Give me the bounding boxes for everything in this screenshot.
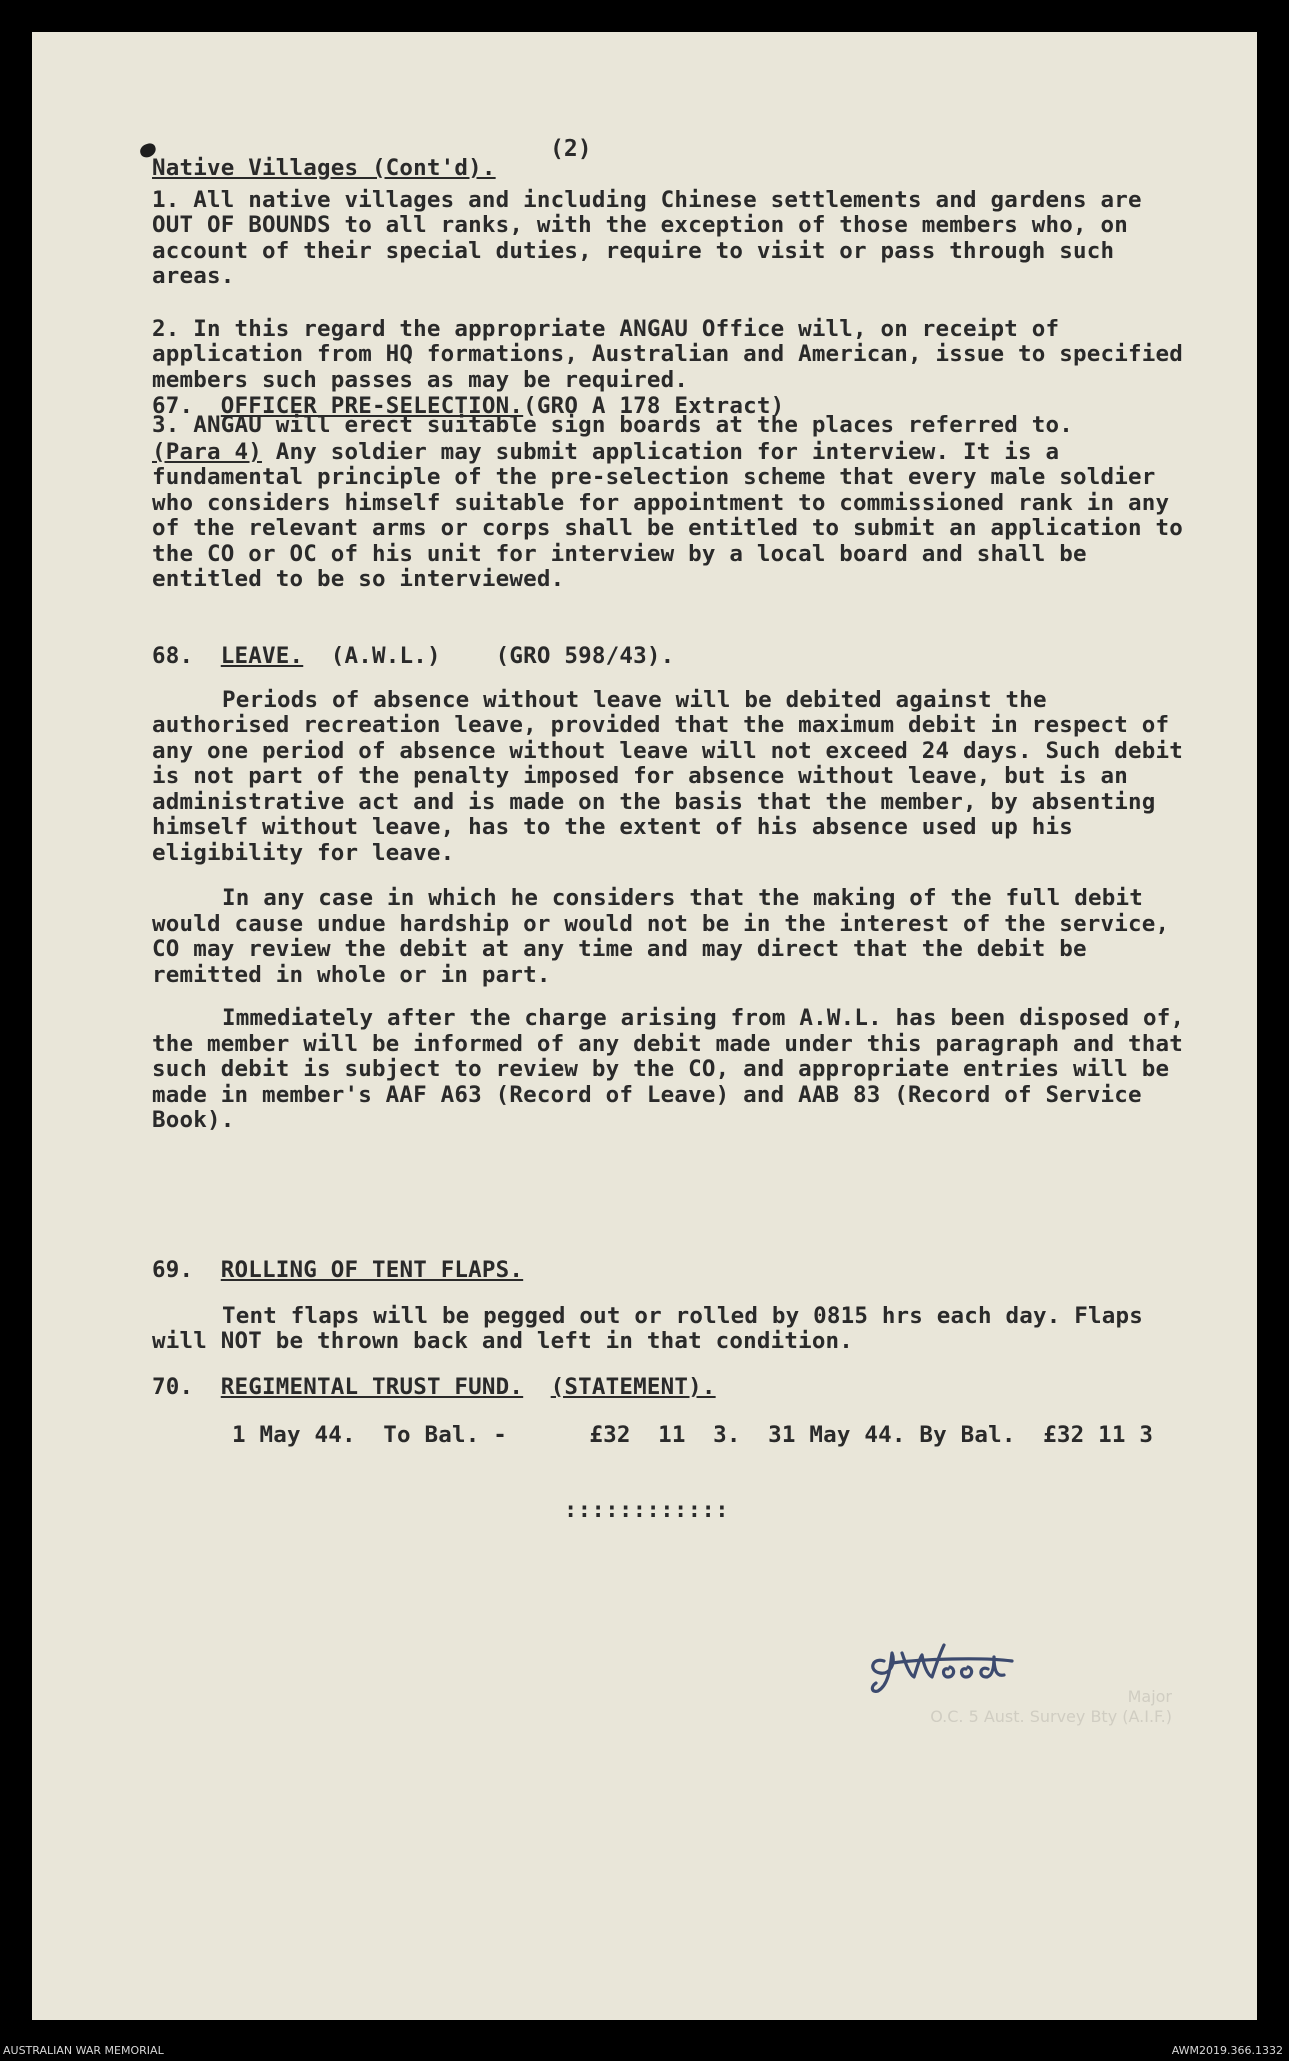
stamp-rank: Major (1127, 1687, 1172, 1706)
section-69 (152, 1258, 1192, 1355)
footer-institution: AUSTRALIAN WAR MEMORIAL (3, 2044, 164, 2057)
section-69-paragraph-1: Tent flaps will be pegged out or rolled by 0815 hrs each day. Flaps will NOT be thrown back and left in that condition. (152, 1302, 1143, 1354)
section-67-title: OFFICER PRE-SELECTION. (220, 393, 524, 419)
closing-date: 31 May 44. (768, 1421, 906, 1448)
section-70-number: 70. (152, 1374, 194, 1400)
section-67-body: Any soldier may submit application for interview. It is a fundamental principle of the pre-selection scheme that every male soldier who considers himself suitable for appointment to commissioned rank in any of the relevant arms or corps shall be entitled to submit an application to the CO or OC of his unit for interview by a local board and shall be entitled to be so interviewed. (152, 438, 1183, 592)
closing-amount: £32 11 3 (1043, 1421, 1154, 1448)
balance-statement (152, 1423, 1192, 1449)
section-70-title: REGIMENTAL TRUST FUND. (220, 1374, 524, 1400)
native-villages-heading: Native Villages (Cont'd). (152, 155, 496, 181)
document-page (32, 32, 1257, 2020)
section-67-number: 67. (152, 393, 194, 419)
section-69-title: ROLLING OF TENT FLAPS. (220, 1257, 524, 1283)
section-67 (152, 394, 1192, 593)
section-67-para-label: (Para 4) (152, 438, 262, 465)
page-number: (2) (550, 136, 592, 162)
section-70-reference: (STATEMENT). (550, 1374, 716, 1400)
section-68-reference: (A.W.L.) (GRO 598/43). (303, 643, 675, 669)
opening-date: 1 May 44. (232, 1421, 356, 1448)
section-70 (152, 1375, 1192, 1448)
section-68-number: 68. (152, 643, 194, 669)
section-68-paragraph-1: Periods of absence without leave will be debited against the authorised recreation leave, provided that the maximum debit in respect of any one period of absence without leave will not exceed 24 days. Such debit is not part of the penalty imposed for absence without leave, but is an administrative act and is made on the basis that the member, by absenting himself without leave, has to the extent of his absence used up his eligibility for leave. (152, 686, 1183, 866)
section-separator: :::::::::::: (564, 1498, 729, 1523)
section-68-paragraph-2: In any case in which he considers that the making of the full debit would cause undue hardship or would not be in the interest of the service, CO may review the debit at any time and may direct that the debit be remitted in whole or in part. (152, 885, 1170, 988)
native-paragraph-1: 1. All native villages and including Chinese settlements and gardens are OUT OF BOUNDS to all ranks, with the exception of those members who, on account of their special duties, require to visit or pass through such areas. (152, 186, 1142, 289)
officer-stamp (792, 1687, 1172, 1727)
section-68-title: LEAVE. (220, 643, 304, 669)
stamp-unit: O.C. 5 Aust. Survey Bty (A.I.F.) (930, 1707, 1172, 1726)
section-68 (152, 644, 1192, 1134)
section-69-number: 69. (152, 1257, 194, 1283)
native-paragraph-3: 3. ANGAU will erect suitable sign boards at the places referred to. (152, 412, 1073, 438)
closing-label: By Bal. (919, 1421, 1016, 1448)
footer-accession-number: AWM2019.366.1332 (1171, 2044, 1283, 2057)
native-paragraph-2: 2. In this regard the appropriate ANGAU Office will, on receipt of application from HQ formations, Australian and American, issue to specified members such passes as may be required. (152, 315, 1183, 393)
opening-label: To Bal. - (383, 1421, 507, 1448)
opening-amount: £32 11 3. (589, 1421, 741, 1448)
section-68-paragraph-3: Immediately after the charge arising from A.W.L. has been disposed of, the member will be informed of any debit made under this paragraph and that such debit is subject to review by the CO, and appropriate entries will be made in member's AAF A63 (Record of Leave) and AAB 83 (Record of Service Book). (152, 1005, 1185, 1133)
section-67-reference: (GRO A 178 Extract) (523, 393, 785, 419)
